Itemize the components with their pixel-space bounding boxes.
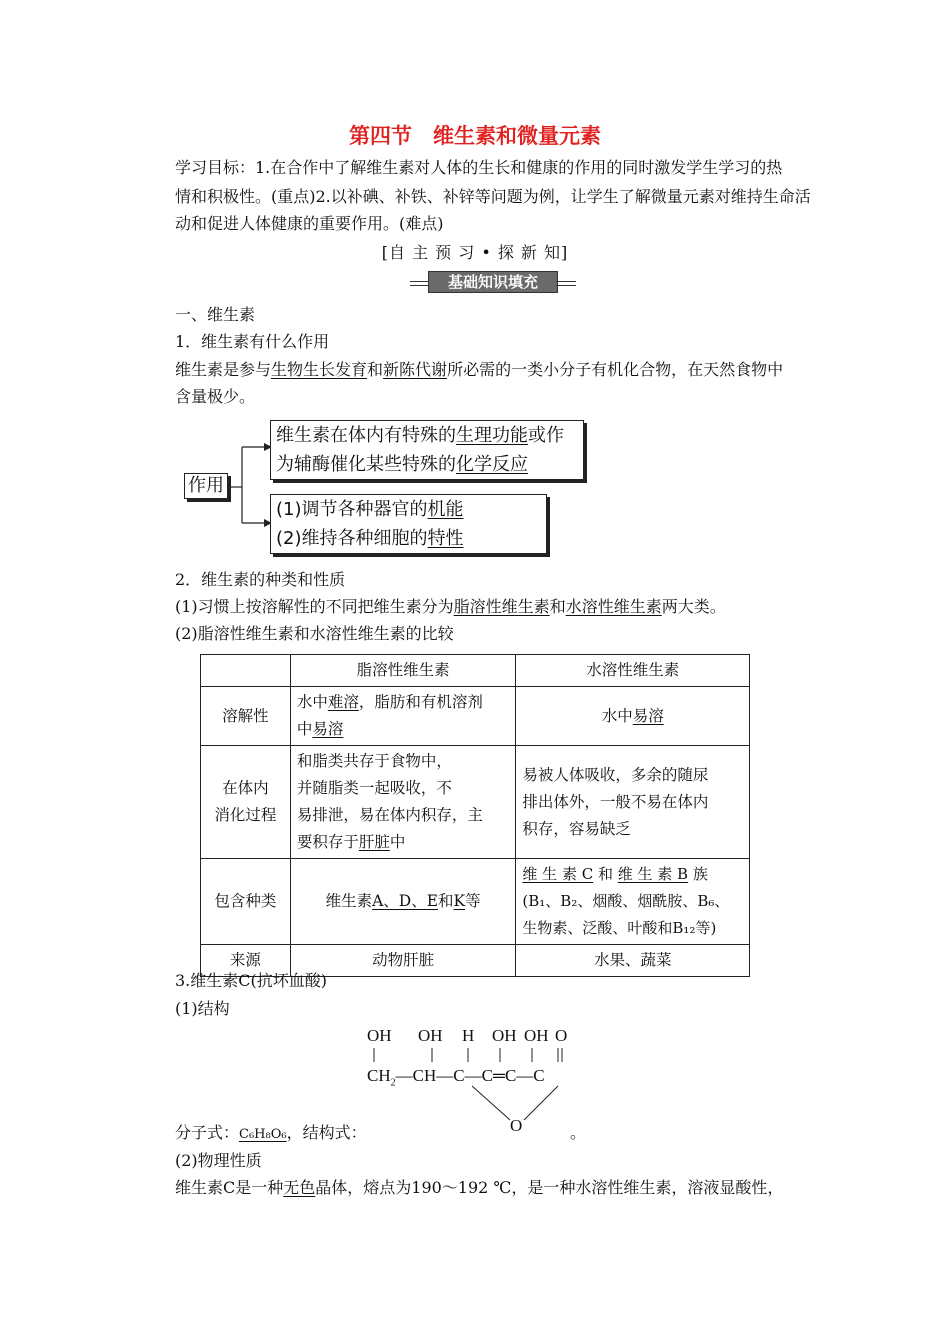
table-cell <box>516 859 750 945</box>
intro-text: 所必需的一类小分子有机化合物，在天然食物中 <box>447 360 784 379</box>
cell-text: 族 <box>688 865 708 883</box>
cell-text: 和 <box>593 865 618 883</box>
formula-end: 。 <box>570 1123 587 1142</box>
table-cell <box>516 687 750 746</box>
diagram-top-line-1 <box>276 421 578 450</box>
physical-properties-caption: (2)物理性质 <box>175 1151 262 1170</box>
table-row <box>201 687 750 746</box>
subsection-heading: 2．维生素的种类和性质 <box>175 570 346 589</box>
row-label-line: 消化过程 <box>214 806 277 824</box>
double-bond: ═ <box>492 1066 505 1085</box>
atom-label: H <box>462 1026 475 1045</box>
cell-text: 易排泄，易在体内积存，主 <box>296 806 483 824</box>
objectives-line-3: 动和促进人体健康的重要作用。(难点) <box>175 214 444 233</box>
blank-answer: 生物生长发育 <box>271 360 368 379</box>
cell-text: 等 <box>465 892 481 910</box>
table-row <box>201 655 750 687</box>
blank-answer: 易溶 <box>312 720 344 738</box>
blank-answer: 维 生 素 C <box>522 865 594 883</box>
cell-text: 和 <box>438 892 454 910</box>
atom-subscript: 2 <box>390 1077 396 1089</box>
table-cell <box>290 746 516 859</box>
structure-caption: (1)结构 <box>175 999 230 1018</box>
table-header: 水溶性维生素 <box>516 655 750 687</box>
table-header: 脂溶性维生素 <box>290 655 516 687</box>
table-cell: 动物肝脏 <box>290 945 516 977</box>
diagram-top-line-2 <box>276 450 578 479</box>
table-cell <box>201 655 291 687</box>
cell-text: 中 <box>296 720 313 738</box>
badge-container <box>410 271 575 293</box>
cell-text: 中 <box>389 833 406 851</box>
blank-answer: 肝脏 <box>358 833 390 851</box>
formula-text: ，结构式： <box>286 1123 367 1142</box>
blank-answer: 化学反应 <box>456 454 528 475</box>
diagram-top-box <box>270 420 584 480</box>
atom-label: CH <box>367 1066 391 1085</box>
cell-text: 要积存于 <box>296 833 359 851</box>
blank-answer: 易溶 <box>632 706 664 725</box>
cell-text: 水中 <box>296 693 328 711</box>
intro-paragraph <box>175 357 783 383</box>
blank-answer: A、D、E <box>372 892 439 910</box>
row-label: 包含种类 <box>201 859 291 945</box>
atom-label: OH <box>524 1026 549 1045</box>
types-text: (1)习惯上按溶解性的不同把维生素分为 <box>175 597 454 616</box>
diagram-bottom-line-1 <box>276 495 541 524</box>
row-label: 来源 <box>201 945 291 977</box>
cell-text: 积存，容易缺乏 <box>522 819 631 838</box>
cell-text: (B₁、B₂、烟酸、烟酰胺、B₆、 <box>522 892 730 910</box>
section-badge: 基础知识填充 <box>428 271 558 293</box>
blank-answer: 机能 <box>427 499 464 520</box>
row-label <box>201 746 291 859</box>
cell-text: 排出体外，一般不易在体内 <box>522 792 709 811</box>
badge-right-rule <box>556 281 576 286</box>
subsection-heading: 1．维生素有什么作用 <box>175 332 330 351</box>
property-text: 晶体，熔点为190～192 ℃，是一种水溶性维生素，溶液显酸性， <box>315 1178 784 1197</box>
row-label: 溶解性 <box>201 687 291 746</box>
atom-label: OH <box>367 1026 392 1045</box>
row-label-line: 在体内 <box>222 779 269 797</box>
diagram-text: 或作 <box>528 425 564 446</box>
blank-answer: 特性 <box>427 528 464 549</box>
page-title: 第四节 维生素和微量元素 <box>349 123 601 148</box>
cell-text: 水中 <box>601 706 633 725</box>
cell-text: 和脂类共存于食物中， <box>296 752 452 770</box>
types-paragraph <box>175 594 726 620</box>
cell-text: ，脂肪和有机溶剂 <box>358 693 483 711</box>
objectives-line-1: 学习目标：1.在合作中了解维生素对人体的生长和健康的作用的同时激发学生学习的热 <box>175 158 783 177</box>
table-cell <box>290 687 516 746</box>
diagram-root-box: 作用 <box>184 473 228 499</box>
formula-text: 分子式： <box>175 1123 240 1142</box>
physical-properties-line <box>175 1175 783 1201</box>
blank-answer: 生理功能 <box>456 425 528 446</box>
blank-answer: 水溶性维生素 <box>565 597 662 616</box>
diagram-text: 为辅酶催化某些特殊的 <box>276 454 456 475</box>
types-text: 两大类。 <box>661 597 726 616</box>
diagram-text: 维生素在体内有特殊的 <box>276 425 456 446</box>
intro-paragraph-line-2: 含量极少。 <box>175 387 256 406</box>
cell-text: 维生素 <box>325 892 373 910</box>
table-cell: 水果、蔬菜 <box>516 945 750 977</box>
section-heading: 一、维生素 <box>175 305 256 324</box>
property-text: 维生素C是一种 <box>175 1178 284 1197</box>
blank-answer: 脂溶性维生素 <box>453 597 550 616</box>
blank-answer: C₆H₈O₆ <box>239 1127 287 1142</box>
structure-chain <box>367 1066 545 1088</box>
table-row <box>201 746 750 859</box>
table-cell <box>290 859 516 945</box>
types-text: 和 <box>549 597 566 616</box>
section-header: [自 主 预 习 • 探 新 知] <box>381 243 569 262</box>
comparison-caption: (2)脂溶性维生素和水溶性维生素的比较 <box>175 624 454 643</box>
blank-answer: K <box>453 892 466 910</box>
badge-left-rule <box>410 281 430 286</box>
comparison-table <box>200 654 750 977</box>
atom-label: O <box>555 1026 568 1045</box>
objectives-line-2: 情和积极性。(重点)2.以补碘、补铁、补锌等问题为例，让学生了解微量元素对维持生命活 <box>175 187 811 206</box>
atom-label: OH <box>418 1026 443 1045</box>
diagram-bottom-box <box>270 494 547 554</box>
blank-answer: 维 生 素 B <box>617 865 689 883</box>
blank-answer: 难溶 <box>327 693 359 711</box>
intro-text: 和 <box>367 360 384 379</box>
diagram-text: (1)调节各种器官的 <box>276 499 428 520</box>
atom-label: OH <box>492 1026 517 1045</box>
cell-text: 易被人体吸收，多余的随尿 <box>522 765 709 784</box>
table-cell <box>516 746 750 859</box>
atom-label: C—C <box>504 1066 545 1085</box>
intro-text: 维生素是参与 <box>175 360 272 379</box>
diagram-text: (2)维持各种细胞的 <box>276 528 428 549</box>
cell-text: 并随脂类一起吸收，不 <box>296 779 452 797</box>
diagram-bottom-line-2 <box>276 524 541 553</box>
atom-label: —CH—C—C <box>395 1066 493 1085</box>
atom-label: O <box>510 1116 523 1135</box>
blank-answer: 无色 <box>283 1178 316 1197</box>
blank-answer: 新陈代谢 <box>383 360 448 379</box>
cell-text: 生物素、泛酸、叶酸和B₁₂等) <box>522 919 717 937</box>
table-row <box>201 859 750 945</box>
subsection-heading: 3.维生素C(抗坏血酸) <box>175 971 327 990</box>
formula-line <box>175 1120 367 1148</box>
